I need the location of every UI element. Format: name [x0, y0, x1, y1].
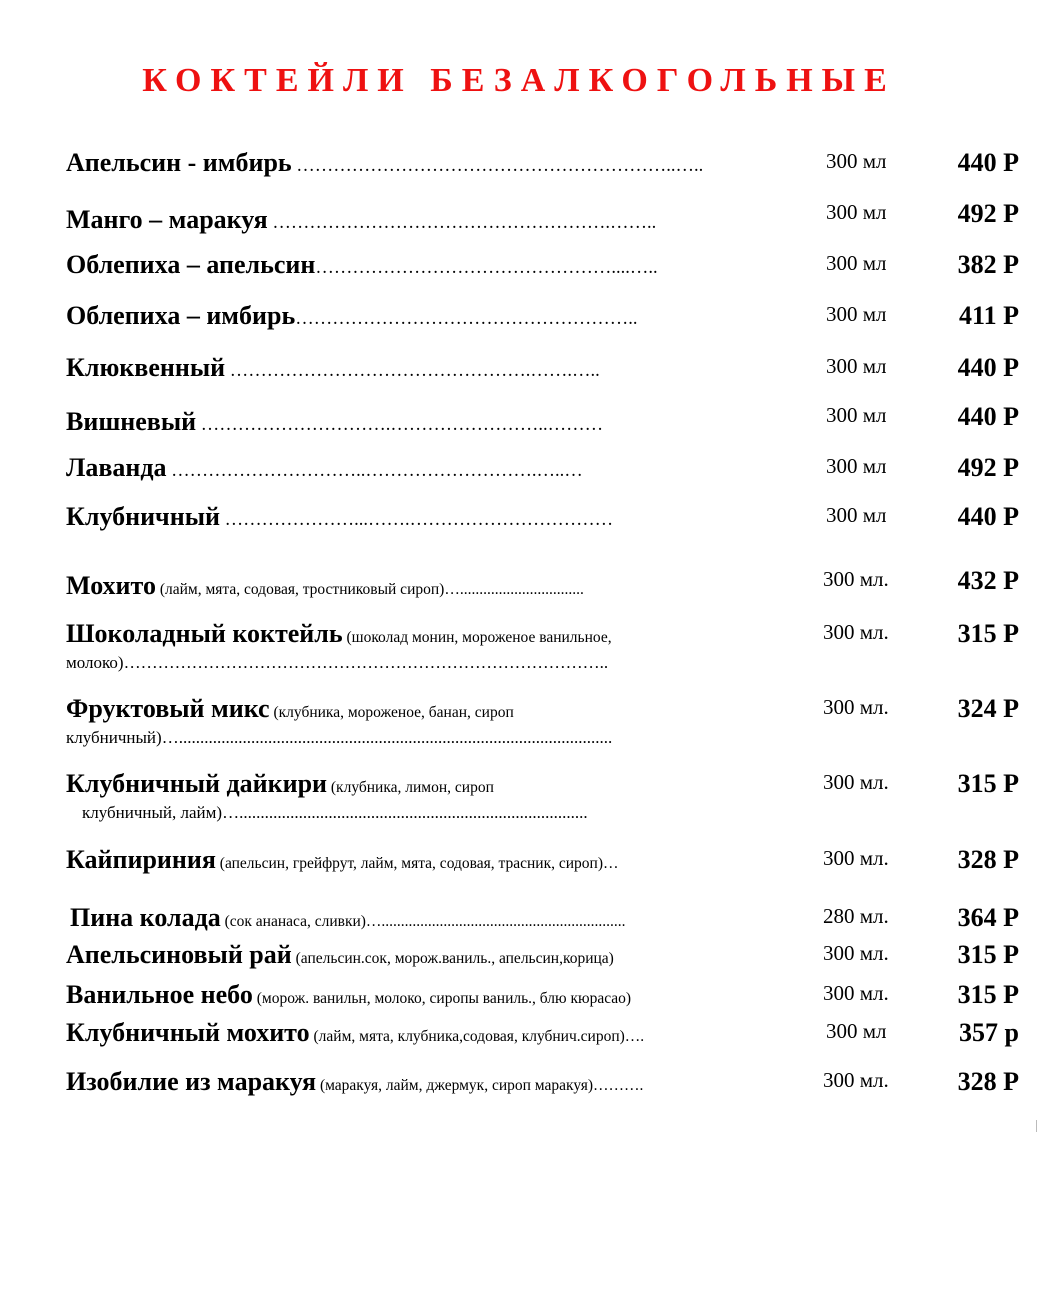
- item-price: 357 р: [959, 1018, 1019, 1047]
- item-name: Манго – маракуя: [66, 205, 268, 234]
- item-description: (лайм, мята, клубника,содовая, клубнич.сироп)….: [309, 1028, 645, 1045]
- page-title: КОКТЕЙЛИ БЕЗАЛКОГОЛЬНЫЕ: [142, 62, 896, 99]
- item-name: Клубничный дайкири: [66, 769, 328, 798]
- item-name: Шоколадный коктейль: [66, 619, 343, 648]
- item-volume: 300 мл.: [823, 620, 889, 644]
- item-volume: 300 мл: [826, 149, 887, 173]
- item-name: Пина колада: [70, 903, 221, 932]
- item-volume: 300 мл: [826, 354, 887, 378]
- item-volume: 300 мл: [826, 454, 887, 478]
- item-price: 315 Р: [957, 769, 1019, 798]
- item-name: Фруктовый микс: [66, 694, 270, 723]
- item-volume: 300 мл.: [823, 770, 889, 794]
- item-dots: …………………………..……………………….…..…: [166, 461, 583, 481]
- item-volume: 300 мл.: [823, 1068, 889, 1092]
- item-volume: 300 мл: [826, 200, 887, 224]
- item-price: 315 Р: [957, 980, 1019, 1009]
- item-name: Клубничный мохито: [66, 1018, 310, 1047]
- item-dots: …………………...…….……………………………: [219, 510, 614, 530]
- item-description: (апельсин.сок, морож.ваниль., апельсин,корица): [291, 950, 614, 967]
- page-edge-mark: [1036, 1120, 1037, 1132]
- item-price: 382 Р: [957, 250, 1019, 279]
- item-name: Облепиха – апельсин: [66, 250, 316, 279]
- item-price: 364 Р: [957, 903, 1019, 932]
- item-name: Облепиха – имбирь: [66, 301, 296, 330]
- item-description: (шоколад монин, мороженое ванильное,: [342, 629, 612, 646]
- item-price: 411 Р: [959, 301, 1019, 330]
- item-price: 492 Р: [957, 199, 1019, 228]
- item-name: Клубничный: [66, 502, 220, 531]
- item-price: 328 Р: [957, 845, 1019, 874]
- item-description-line2: клубничный)…......................................................................................................: [66, 728, 613, 747]
- item-name: Апельсиновый рай: [66, 940, 292, 969]
- item-dots: ……………………………………………….……..: [267, 213, 657, 233]
- item-name: Апельсин - имбирь: [66, 148, 292, 177]
- item-description: (морож. ванильн, молоко, сиропы ваниль., блю кюрасао): [252, 990, 632, 1007]
- item-volume: 300 мл.: [823, 695, 889, 719]
- item-volume: 300 мл: [826, 302, 887, 326]
- item-volume: 280 мл.: [823, 904, 889, 928]
- item-dots: ………………………………………….…….…..: [225, 361, 600, 381]
- item-name: Клюквенный: [66, 353, 226, 382]
- item-volume: 300 мл: [826, 503, 887, 527]
- item-volume: 300 мл: [826, 403, 887, 427]
- item-price: 492 Р: [957, 453, 1019, 482]
- item-name: Изобилие из маракуя: [66, 1067, 317, 1096]
- item-description-line2: молоко)…………………………………………………………………………..: [66, 653, 609, 672]
- item-name: Вишневый: [66, 407, 197, 436]
- item-name: Ванильное небо: [66, 980, 253, 1009]
- item-description: (сок ананаса, сливки)…...............................................................: [220, 913, 626, 930]
- item-name: Лаванда: [66, 453, 167, 482]
- item-description: (лайм, мята, содовая, тростниковый сироп)…................................: [155, 581, 584, 598]
- item-dots: ……………………………………………………..…..: [291, 156, 704, 176]
- item-description-line2: клубничный, лайм)…..................................................................................: [82, 803, 588, 822]
- item-price: 440 Р: [957, 402, 1019, 431]
- item-description: (клубника, лимон, сироп: [327, 779, 494, 796]
- item-volume: 300 мл.: [823, 941, 889, 965]
- item-price: 315 Р: [957, 940, 1019, 969]
- item-dots: ………………………….……………………..………: [196, 415, 604, 435]
- item-price: 440 Р: [957, 353, 1019, 382]
- item-dots: ………………………………………………..: [295, 309, 638, 329]
- item-volume: 300 мл: [826, 1019, 887, 1043]
- item-price: 432 Р: [957, 566, 1019, 595]
- item-description: (апельсин, грейфрут, лайм, мята, содовая, трасник, сироп)…: [215, 855, 619, 872]
- item-price: 315 Р: [957, 619, 1019, 648]
- item-description: (клубника, мороженое, банан, сироп: [269, 704, 514, 721]
- item-price: 440 Р: [957, 148, 1019, 177]
- item-volume: 300 мл.: [823, 567, 889, 591]
- item-name: Кайпириния: [66, 845, 216, 874]
- item-price: 440 Р: [957, 502, 1019, 531]
- item-name: Мохито: [66, 571, 156, 600]
- item-price: 328 Р: [957, 1067, 1019, 1096]
- item-volume: 300 мл.: [823, 846, 889, 870]
- item-volume: 300 мл: [826, 251, 887, 275]
- item-description: (маракуя, лайм, джермук, сироп маракуя)……….: [316, 1077, 644, 1094]
- item-dots: …………………………………………....…..: [315, 258, 658, 278]
- item-volume: 300 мл.: [823, 981, 889, 1005]
- item-price: 324 Р: [957, 694, 1019, 723]
